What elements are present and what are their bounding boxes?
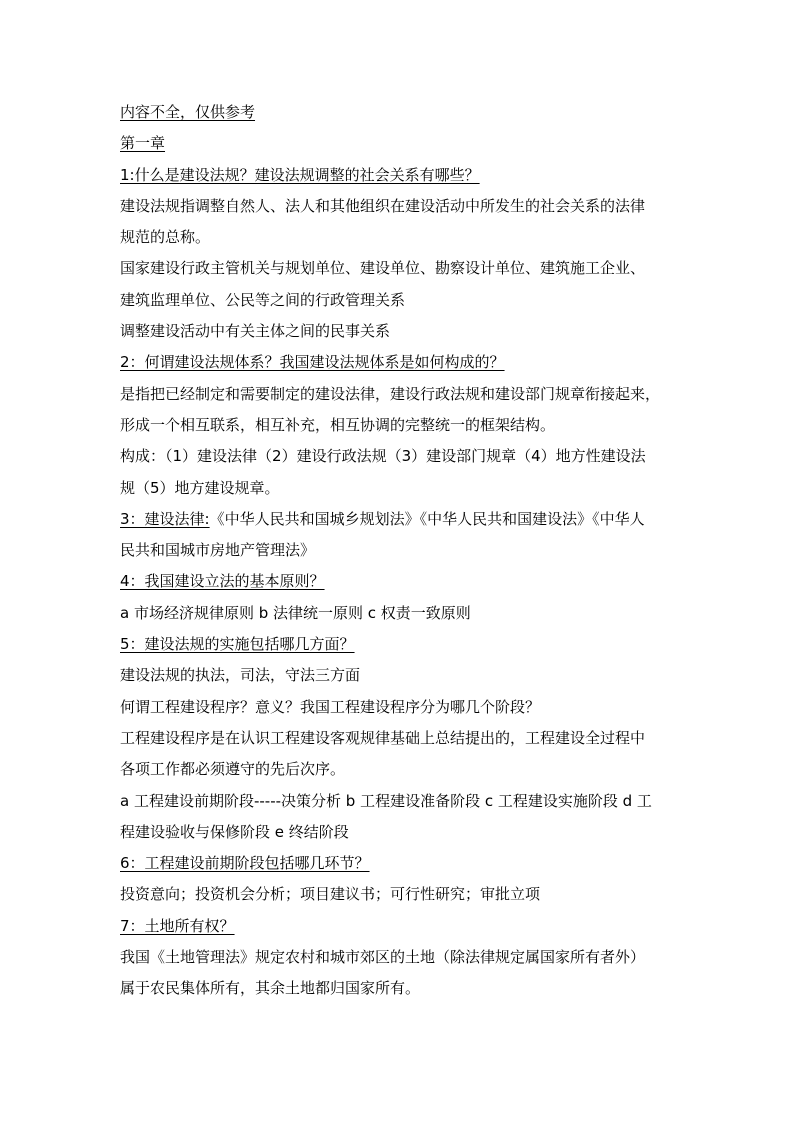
question-3-label: 3：建设法律: — [120, 509, 210, 528]
notice-text: 内容不全，仅供参考 — [120, 103, 256, 121]
question-4: 4：我国建设立法的基本原则？ — [120, 572, 325, 591]
answer-1-line-2: 规范的总称。 — [120, 228, 211, 247]
question-1: 1:什么是建设法规？建设法规调整的社会关系有哪些？ — [120, 165, 480, 184]
answer-5b-line-4: 程建设验收与保修阶段 e 终结阶段 — [120, 822, 349, 841]
question-5: 5：建设法规的实施包括哪几方面？ — [120, 635, 355, 654]
question-5b: 何谓工程建设程序？意义？我国工程建设程序分为哪几个阶段？ — [120, 697, 541, 716]
question-3-laws: 《中华人民共和国城乡规划法》《中华人民共和国建设法》《中华人 — [209, 509, 645, 528]
question-2: 2：何谓建设法规体系？我国建设法规体系是如何构成的？ — [120, 353, 505, 372]
answer-3-line-2: 民共和国城市房地产管理法》 — [120, 541, 316, 560]
answer-1-line-5: 调整建设活动中有关主体之间的民事关系 — [120, 322, 391, 341]
answer-5: 建设法规的执法，司法，守法三方面 — [120, 666, 361, 685]
answer-2-line-1: 是指把已经制定和需要制定的建设法律，建设行政法规和建设部门规章衔接起来， — [120, 384, 661, 403]
answer-5b-line-1: 工程建设程序是在认识工程建设客观规律基础上总结提出的，工程建设全过程中 — [120, 728, 646, 747]
answer-2-line-4: 规（5）地方建设规章。 — [120, 478, 280, 497]
answer-1-line-1: 建设法规指调整自然人、法人和其他组织在建设活动中所发生的社会关系的法律 — [120, 196, 646, 215]
answer-1-line-3: 国家建设行政主管机关与规划单位、建设单位、勘察设计单位、建筑施工企业、 — [120, 259, 646, 278]
answer-7-line-1: 我国《土地管理法》规定农村和城市郊区的土地（除法律规定属国家所有者外） — [120, 948, 646, 967]
question-3-line — [120, 504, 685, 535]
question-6: 6：工程建设前期阶段包括哪几环节？ — [120, 854, 370, 873]
answer-2-line-3: 构成：（1）建设法律（2）建设行政法规（3）建设部门规章（4）地方性建设法 — [120, 447, 646, 466]
answer-5b-line-2: 各项工作都必须遵守的先后次序。 — [120, 760, 346, 779]
answer-2-line-2: 形成一个相互联系，相互补充，相互协调的完整统一的框架结构。 — [120, 415, 556, 434]
chapter-heading: 第一章 — [120, 134, 166, 153]
question-7: 7：土地所有权？ — [120, 916, 235, 935]
answer-7-line-2: 属于农民集体所有，其余土地都归国家所有。 — [120, 979, 421, 998]
answer-4: a 市场经济规律原则 b 法律统一原则 c 权责一致原则 — [120, 603, 471, 622]
answer-6: 投资意向；投资机会分析；项目建议书；可行性研究；审批立项 — [120, 885, 541, 904]
answer-1-line-4: 建筑监理单位、公民等之间的行政管理关系 — [120, 290, 406, 309]
document-body — [120, 97, 685, 1005]
answer-5b-line-3: a 工程建设前期阶段-----决策分析 b 工程建设准备阶段 c 工程建设实施阶段 d 工 — [120, 791, 652, 810]
